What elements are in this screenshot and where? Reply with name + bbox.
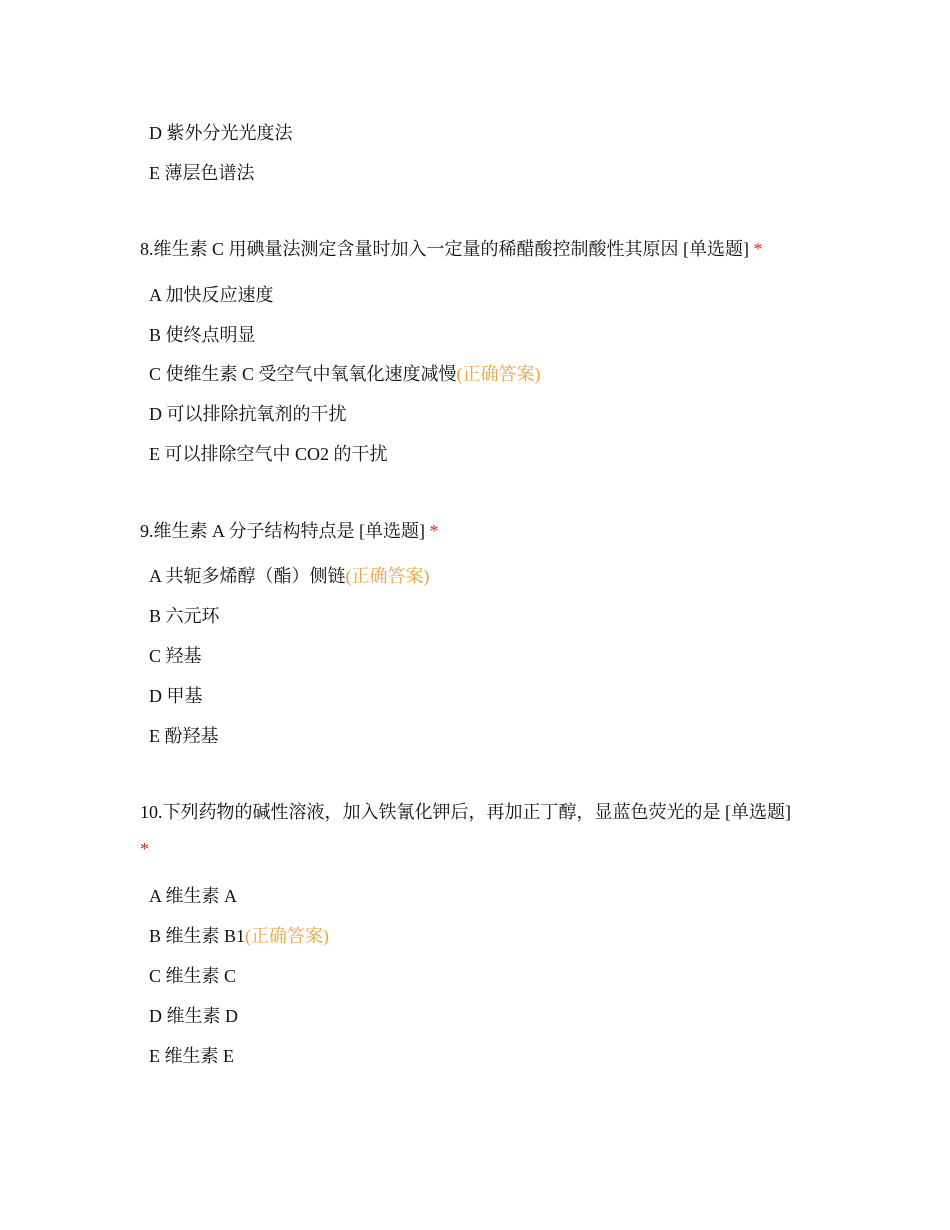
option-prev-d [149, 121, 293, 145]
option-text: A 维生素 A [149, 886, 238, 906]
option-text: D 维生素 D [149, 1006, 238, 1026]
option-text: E 可以排除空气中 CO2 的干扰 [149, 444, 388, 464]
question-8-option-c [149, 362, 541, 386]
question-10-option-c [149, 964, 236, 988]
option-text: C 使维生素 C 受空气中氧氧化速度减慢 [149, 364, 457, 384]
question-8-stem [140, 231, 800, 268]
question-9-option-d [149, 684, 203, 708]
question-9-option-e [149, 724, 219, 748]
option-text: D 甲基 [149, 686, 203, 706]
option-text: B 六元环 [149, 606, 220, 626]
question-9-option-b [149, 604, 220, 628]
option-text: A 加快反应速度 [149, 285, 274, 305]
option-text: D 可以排除抗氧剂的干扰 [149, 404, 347, 424]
question-10-option-a [149, 884, 237, 908]
correct-answer-tag: (正确答案) [245, 926, 330, 946]
question-8-option-d [149, 402, 347, 426]
correct-answer-tag: (正确答案) [456, 364, 541, 384]
option-text: E 酚羟基 [149, 726, 219, 746]
question-8-option-b [149, 323, 256, 347]
question-8-option-e [149, 442, 388, 466]
question-number: 8. [140, 239, 154, 259]
question-number: 9. [140, 521, 154, 541]
question-10-stem [140, 794, 800, 868]
question-8-option-a [149, 283, 274, 307]
option-text: A 共轭多烯醇（酯）侧链 [149, 566, 346, 586]
correct-answer-tag: (正确答案) [345, 566, 430, 586]
question-text: 维生素 C 用碘量法测定含量时加入一定量的稀醋酸控制酸性其原因 [单选题] [153, 239, 749, 259]
question-9-option-c [149, 644, 202, 668]
option-text: C 维生素 C [149, 966, 237, 986]
question-text: 维生素 A 分子结构特点是 [单选题] [153, 521, 425, 541]
question-9-option-a [149, 564, 430, 588]
question-10-option-d [149, 1004, 238, 1028]
question-10-option-b [149, 924, 329, 948]
question-number: 10. [140, 802, 163, 822]
required-mark: * [753, 239, 763, 259]
option-text: B 维生素 B1 [149, 926, 246, 946]
option-text: C 羟基 [149, 646, 202, 666]
required-mark: * [429, 521, 439, 541]
option-text: E 薄层色谱法 [149, 163, 255, 183]
option-prev-e [149, 161, 255, 185]
option-text: D 紫外分光光度法 [149, 123, 293, 143]
option-text: E 维生素 E [149, 1046, 234, 1066]
question-10-option-e [149, 1044, 234, 1068]
question-9-stem [140, 513, 800, 550]
option-text: B 使终点明显 [149, 325, 256, 345]
question-text: 下列药物的碱性溶液，加入铁氰化钾后，再加正丁醇，显蓝色荧光的是 [单选题] [162, 802, 791, 822]
required-mark: * [140, 839, 149, 859]
